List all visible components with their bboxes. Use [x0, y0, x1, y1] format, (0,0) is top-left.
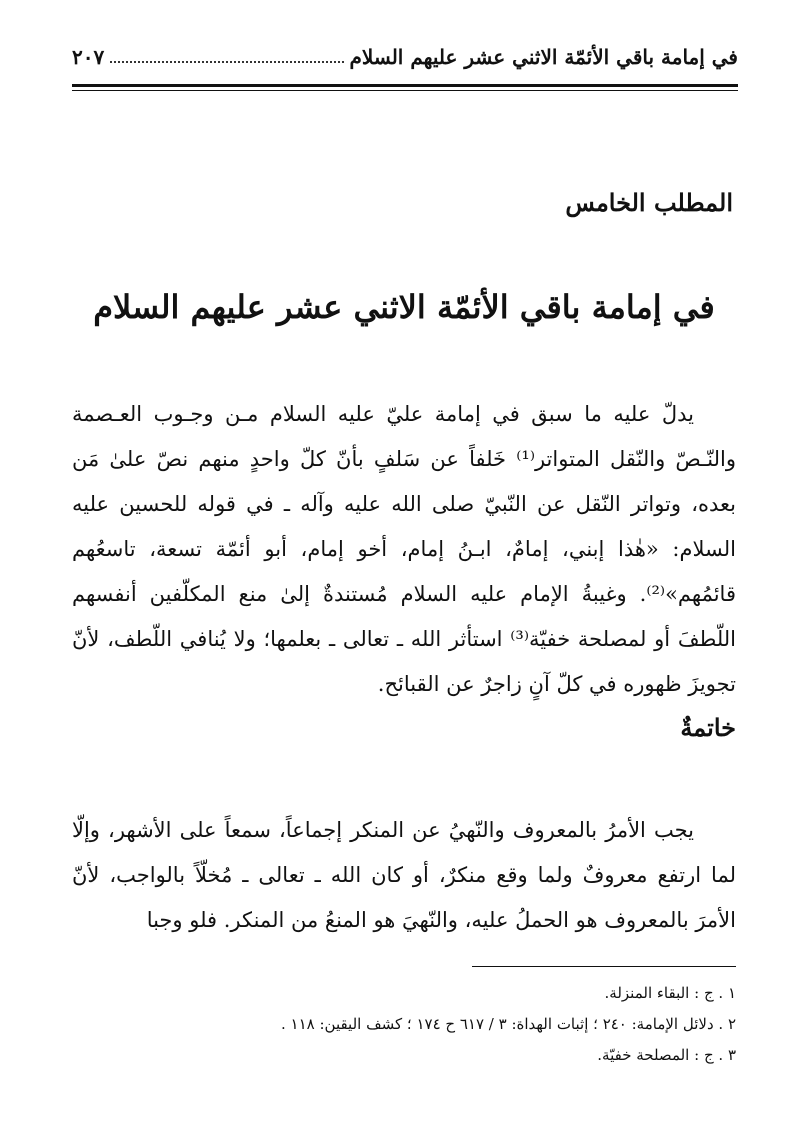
running-header-title: في إمامة باقي الأئمّة الاثني عشر عليهم السلام: [349, 45, 738, 69]
closing-heading: خاتمةٌ: [680, 713, 736, 742]
section-title: في إمامة باقي الأئمّة الاثني عشر عليهم السلام: [93, 288, 715, 326]
header-rule-thick: [72, 84, 738, 87]
section-subheading: المطلب الخامس: [565, 188, 733, 217]
body-paragraph-1: [72, 392, 736, 707]
running-header: [72, 40, 738, 74]
footnote-3: ٣ . ج : المصلحة خفيّة.: [597, 1046, 736, 1064]
footnote-2: ٢ . دلائل الإمامة: ٢٤٠ ؛ إثبات الهداة: ٣ / ٦١٧ ح ١٧٤ ؛ كشف اليقين: ١١٨ .: [280, 1015, 736, 1033]
paragraph-text: يجب الأمرُ بالمعروف والنّهيُ عن المنكر إجماعاً، سمعاً على الأشهر، وإلّا لما ارتفع معروفٌ ولما وقع منكرٌ، أو كان الله ـ تعالى ـ مُخلّاً بالواجب، لأنّ الأمرَ بالمعروف هو الحملُ عليه، والنّهيَ هو المنعُ من المنكر. فلو وجبا: [72, 818, 736, 932]
footnotes: [72, 978, 736, 1071]
dotted-leader: [110, 61, 343, 63]
footnote-1: ١ . ج : البقاء المنزلة.: [604, 984, 736, 1002]
page-number: ٢٠٧: [72, 45, 105, 69]
footnote-separator: [472, 966, 736, 967]
header-rule-thin: [72, 90, 738, 91]
body-paragraph-2: [72, 808, 736, 943]
paragraph-text: يدلّ عليه ما سبق في إمامة عليّ عليه السلام مـن وجـوب العـصمة والنّـصّ والنّقل المتواتر⁽¹⁾ خَلفاً عن سَلفٍ بأنّ كلّ واحدٍ منهم نصّ علىٰ مَن بعده، وتواتر النّقل عن النّبيّ صلى الله عليه وآله ـ في قوله للحسين عليه السلام: «هٰذا إبني، إمامٌ، ابـنُ إمام، أخو إمام، أبو أئمّة تسعة، تاسعُهم قائمُهم»⁽²⁾. وغيبةُ الإمام عليه السلام مُستندةٌ إلىٰ منع المكلّفين أنفسهم اللّطفَ أو لمصلحة خفيّة⁽³⁾ استأثر الله ـ تعالى ـ بعلمها؛ ولا يُنافي اللّطف، لأنّ تجويزَ ظهوره في كلّ آنٍ زاجرٌ عن القبائح.: [72, 402, 737, 696]
